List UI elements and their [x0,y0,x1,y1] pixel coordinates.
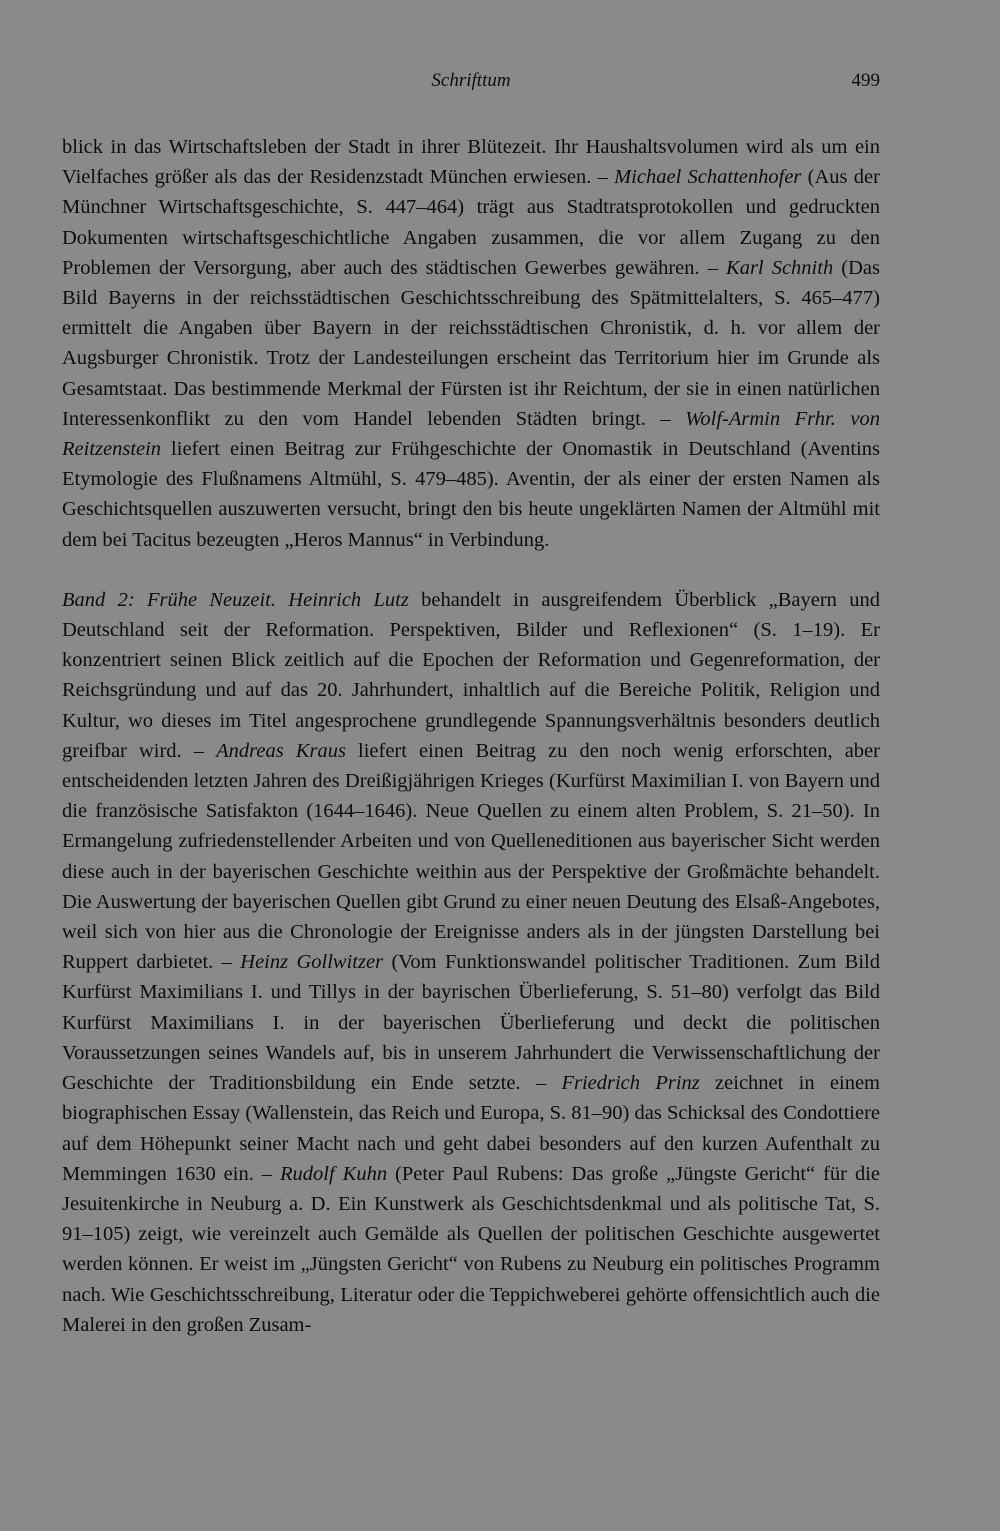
text-run: liefert einen Beitrag zu den noch wenig erforschten, aber entscheidenden letzten Jahren des Dreißigjährigen Krieges (Kurfürst Maximilian I. von Bayern und die französische Satisfakton (1644–1646). Neue Quellen zu einem alten Problem, S. 21–50). In Ermangelung zufriedenstellender Arbeiten und von Quelleneditionen aus bayerischer Sicht werden diese auch in der bayerischen Geschichte weithin aus der Perspektive der Großmächte behandelt. Die Auswertung der bayerischen Quellen gibt Grund zu einer neuen Deutung des Elsaß-Angebotes, weil sich von hier aus die Chronologie der Ereignisse anders als in der jüngsten Darstellung bei Ruppert darbietet. – [62,739,880,974]
author-name: Andreas Kraus [216,739,346,762]
author-name: Wolf-Armin Frhr. von Reitzenstein [62,407,880,461]
text-run: (Aus der Münchner Wirtschaftsgeschichte, S. 447–464) trägt aus Stadtratsprotokollen und gedruckten Dokumenten wirtschaftsgeschichtliche Angaben zusammen, die vor allem Zugang zu den Problemen der Versorgung, aber auch des städtischen Gewerbes gewähren. – [62,166,880,279]
author-name: Michael Schattenhofer [614,166,802,189]
text-run: (Das Bild Bayerns in der reichsstädtischen Geschichtsschreibung des Spätmittelalters, S. 465–477) ermittelt die Angaben über Bayern in der reichsstädtischen Chronistik, d. h. vor allem der Augsburger Chronistik. Trotz der Landesteilungen erscheint das Territorium hier im Grunde als Gesamtstaat. Das bestimmende Merkmal der Fürsten ist ihr Reichtum, der sie in einen natürlichen Interessenkonflikt zu den vom Handel lebenden Städten bringt. – [62,256,880,430]
text-run: zeichnet in einem biographischen Essay (Wallenstein, das Reich und Europa, S. 81–90) das Schicksal des Condottiere auf dem Höhepunkt seiner Macht nach und geht dabei besonders auf den kurzen Aufenthalt zu Memmingen 1630 ein. – [62,1072,881,1185]
author-name: Friedrich Prinz [561,1072,700,1095]
author-name: Karl Schnith [726,256,834,279]
body-text [62,132,880,1340]
text-run: (Peter Paul Rubens: Das große „Jüngste Gericht“ für die Jesuitenkirche in Neuburg a. D. Ein Kunstwerk als Geschichtsdenkmal und als politische Tat, S. 91–105) zeigt, wie vereinzelt auch Gemälde als Quellen der politischen Geschichte ausgewertet werden können. Er weist im „Jüngsten Gericht“ von Rubens zu Neuburg ein politisches Programm nach. Wie Geschichtsschreibung, Literatur oder die Teppichweberei gehörte offensichtlich auch die Malerei in den großen Zusam- [62,1162,881,1336]
paragraph [62,585,880,1340]
text-run: behandelt in ausgreifendem Überblick „Bayern und Deutschland seit der Reformation. Perspektiven, Bilder und Reflexionen“ (S. 1–19). Er konzentriert seinen Blick zeitlich auf die Epochen der Reformation und Gegenreformation, der Reichsgründung und auf das 20. Jahrhundert, inhaltlich auf die Bereiche Politik, Religion und Kultur, wo dieses im Titel angesprochene grundlegende Spannungsverhältnis besonders deutlich greifbar wird. – [62,588,880,762]
text-run: blick in das Wirtschaftsleben der Stadt in ihrer Blütezeit. Ihr Haushaltsvolumen wird als um ein Vielfaches größer als das der Residenzstadt München erwiesen. – [62,136,880,189]
section-heading: Band 2: Frühe Neuzeit. Heinrich Lutz [62,588,409,611]
author-name: Heinz Gollwitzer [240,951,384,974]
page-header [62,70,880,100]
text-run: (Vom Funktionswandel politischer Traditionen. Zum Bild Kurfürst Maximilians I. und Tillys in der bayrischen Überlieferung, S. 51–80) verfolgt das Bild Kurfürst Maximilians I. in der bayerischen Überlieferung und deckt die politischen Voraussetzungen seines Wandels auf, bis in unserem Jahrhundert die Verwissenschaftlichung der Geschichte der Traditionsbildung ein Ende setzte. – [62,951,880,1095]
text-run: liefert einen Beitrag zur Frühgeschichte der Onomastik in Deutschland (Aventins Etymologie des Flußnamens Altmühl, S. 479–485). Aventin, der als einer der ersten Namen als Geschichtsquellen auszuwerten versucht, bringt den bis heute ungeklärten Namen der Altmühl mit dem bei Tacitus bezeugten „Heros Mannus“ in Verbindung. [62,438,880,551]
author-name: Rudolf Kuhn [280,1162,388,1185]
paragraph [62,132,880,555]
page-number: 499 [851,70,880,91]
running-title: Schrifttum [431,70,511,91]
